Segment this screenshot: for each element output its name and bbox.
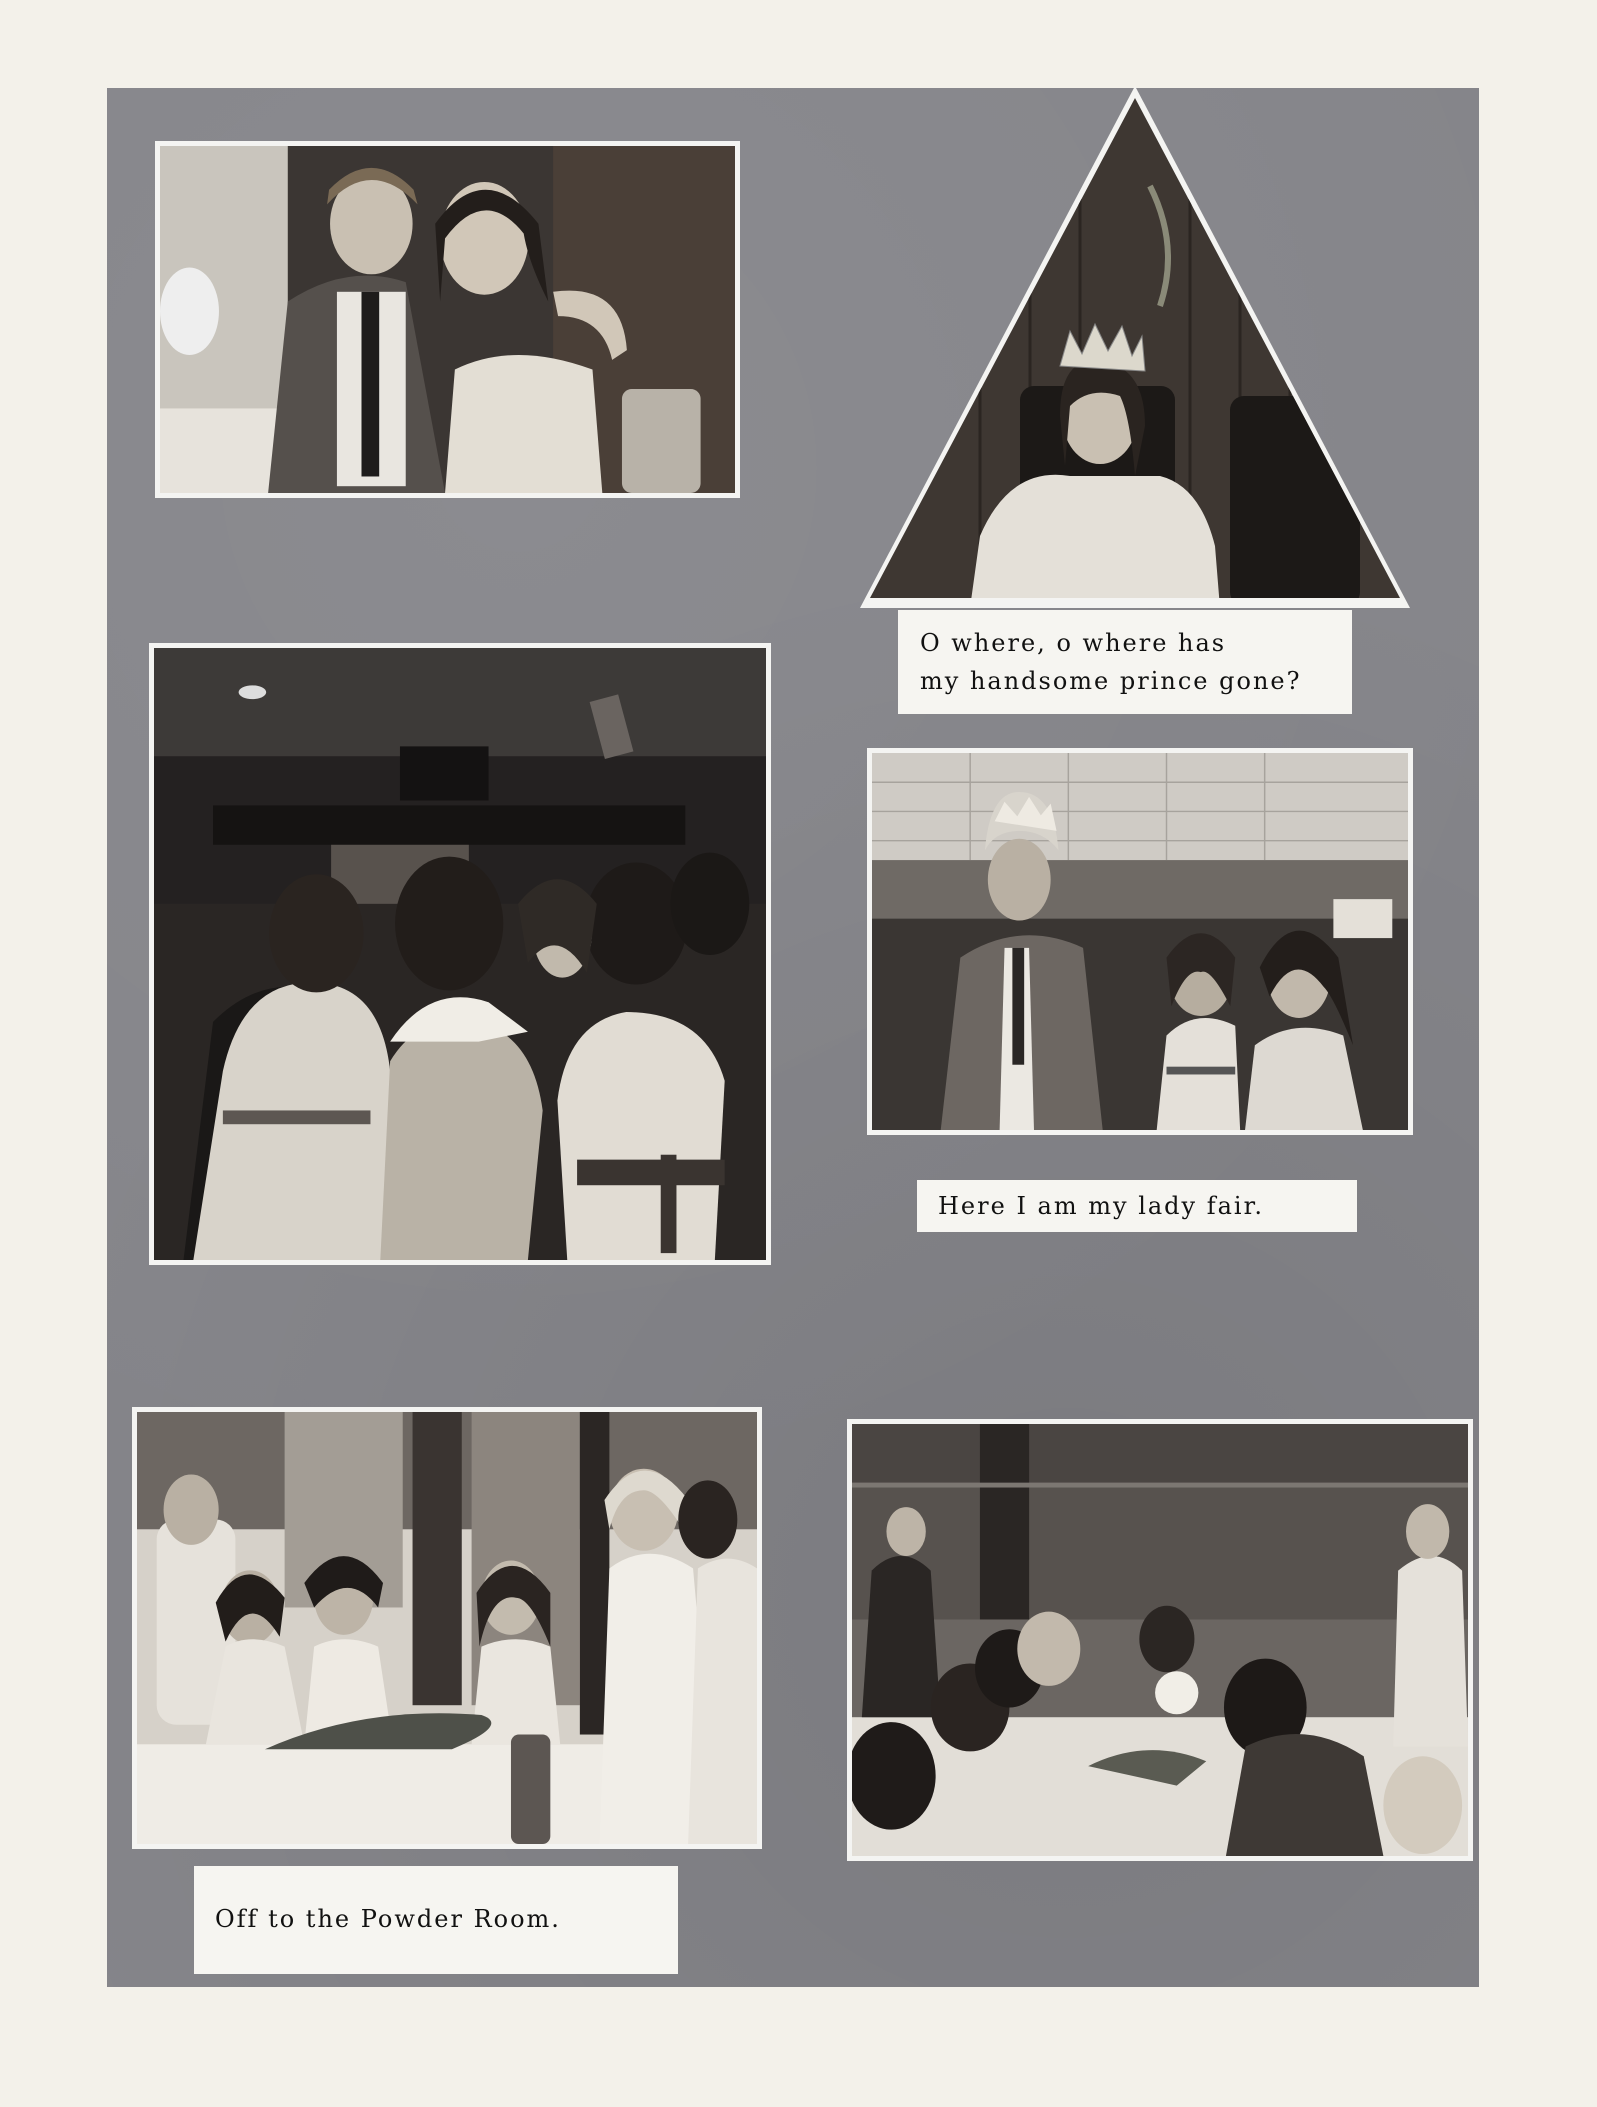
caption-powder: [194, 1866, 678, 1974]
photo-couple-image: [160, 146, 735, 493]
caption-prince-line2: my handsome prince gone?: [920, 667, 1302, 695]
photo-king: [867, 748, 1413, 1135]
photo-banquet: [847, 1419, 1473, 1861]
caption-lady: [917, 1180, 1357, 1232]
photo-girls-table: [132, 1407, 762, 1849]
caption-lady-text: Here I am my lady fair.: [938, 1192, 1265, 1220]
photo-dance-image: [154, 648, 766, 1260]
caption-prince: [898, 610, 1352, 714]
caption-prince-line1: O where, o where has: [920, 629, 1227, 657]
photo-girls-table-image: [137, 1412, 757, 1844]
caption-powder-text: Off to the Powder Room.: [215, 1905, 561, 1933]
photo-dance: [149, 643, 771, 1265]
photo-king-image: [872, 753, 1408, 1130]
photo-queen-triangle: [860, 86, 1410, 608]
photo-couple: [155, 141, 740, 498]
photo-banquet-image: [852, 1424, 1468, 1856]
